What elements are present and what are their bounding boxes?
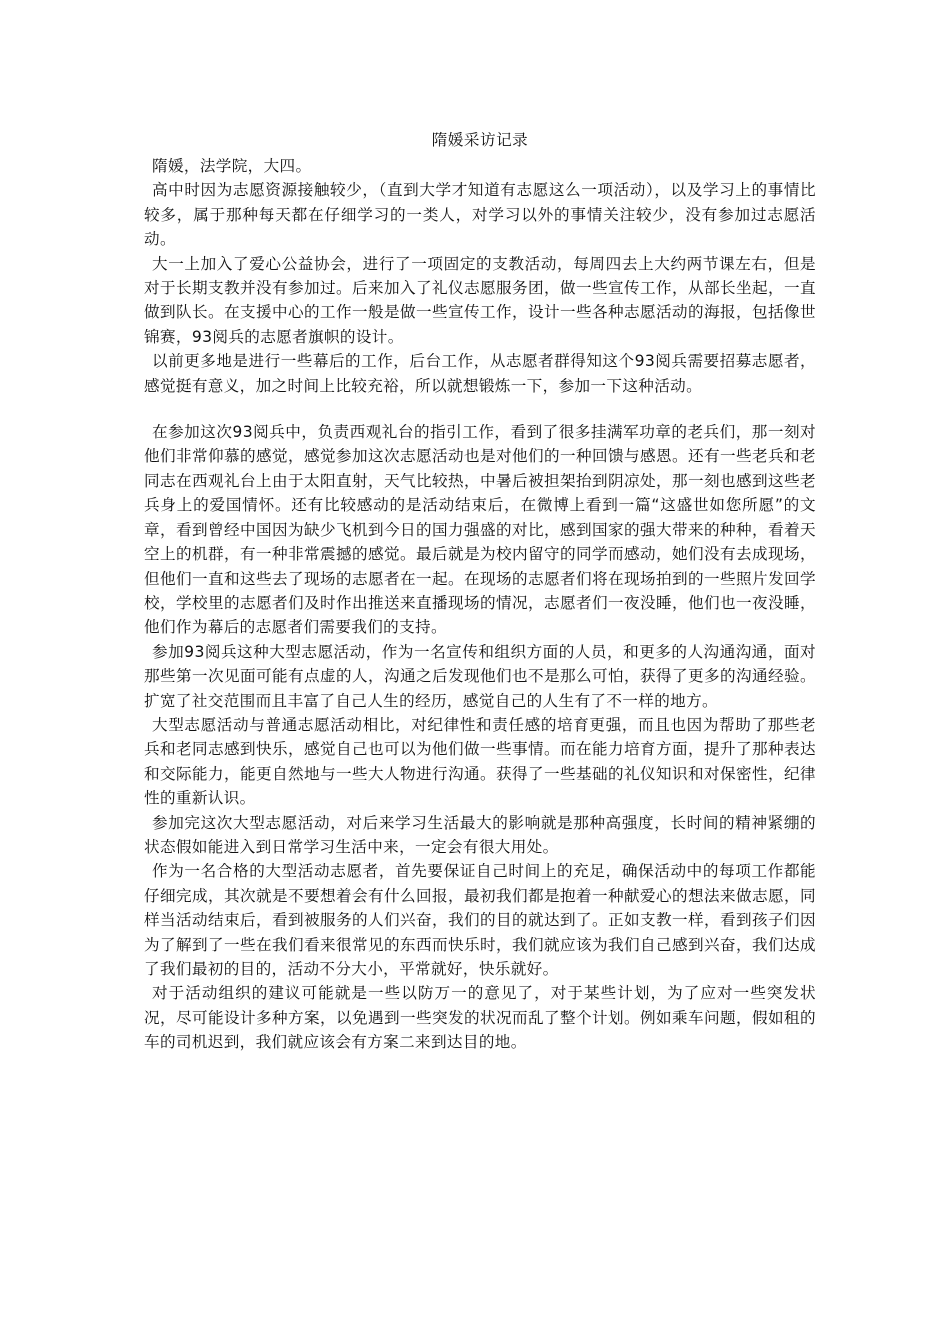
paragraph-comparison: 大型志愿活动与普通志愿活动相比，对纪律性和责任感的培育更强，而且也因为帮助了那些老兵和老同志感到快乐，感觉自己也可以为他们做一些事情。而在能力培育方面，提升了那种表达和交际能力，能更自然地与一些大人物进行沟通。获得了一些基础的礼仪知识和对保密性，纪律性的重新认识。 [144, 715, 816, 808]
document-body [144, 128, 816, 1055]
paragraph-freshman: 大一上加入了爱心公益协会，进行了一项固定的支教活动，每周四去上大约两节课左右，但是对于长期支教并没有参加过。后来加入了礼仪志愿服务团，做一些宣传工作，从部长坐起，一直做到队长。在支援中心的工作一般是做一些宣传工作，设计一些各种志愿活动的海报，包括像世锦赛，93阅兵的志愿者旗帜的设计。 [144, 254, 816, 346]
paragraph-spacer [144, 398, 816, 420]
paragraph-qualified-volunteer: 作为一名合格的大型活动志愿者，首先要保证自己时间上的充足，确保活动中的每项工作都能仔细完成，其次就是不要想着会有什么回报，最初我们都是抱着一种献爱心的想法来做志愿，同样当活动结束后，看到被服务的人们兴奋，我们的目的就达到了。正如支教一样，看到孩子们因为了解到了一些在我们看来很常见的东西而快乐时，我们就应该为我们自己感到兴奋，我们达成了我们最初的目的，活动不分大小，平常就好，快乐就好。 [144, 862, 816, 978]
paragraph-communication: 参加93阅兵这种大型志愿活动，作为一名宣传和组织方面的人员，和更多的人沟通沟通，面对那些第一次见面可能有点虚的人，沟通之后发现他们也不是那么可怕，获得了更多的沟通经验。扩宽了社交范围而且丰富了自己人生的经历，感觉自己的人生有了不一样的地方。 [144, 642, 816, 710]
paragraph-interviewee: 隋媛，法学院，大四。 [152, 157, 312, 175]
paragraph-highschool: 高中时因为志愿资源接触较少，（直到大学才知道有志愿这么一项活动），以及学习上的事情比较多，属于那种每天都在仔细学习的一类人，对学习以外的事情关注较少，没有参加过志愿活动。 [144, 181, 816, 249]
document-title: 隋媛采访记录 [431, 131, 529, 149]
paragraph-motivation: 以前更多地是进行一些幕后的工作，后台工作，从志愿者群得知这个93阅兵需要招募志愿者，感觉挺有意义，加之时间上比较充裕，所以就想锻炼一下，参加一下这种活动。 [144, 352, 816, 395]
paragraph-parade-experience: 在参加这次93阅兵中，负责西观礼台的指引工作，看到了很多挂满军功章的老兵们，那一刻对他们非常仰慕的感觉，感觉参加这次志愿活动也是对他们的一种回馈与感恩。还有一些老兵和老同志在西观礼台上由于太阳直射，天气比较热，中暑后被担架抬到阴凉处，那一刻也感到这些老兵身上的爱国情怀。还有比较感动的是活动结束后，在微博上看到一篇“这盛世如您所愿”的文章，看到曾经中国因为缺少飞机到今日的国力强盛的对比，感到国家的强大带来的种种，看着天空上的机群，有一种非常震撼的感觉。最后就是为校内留守的同学而感动，她们没有去成现场，但他们一直和这些去了现场的志愿者在一起。在现场的志愿者们将在现场拍到的一些照片发回学校，学校里的志愿者们及时作出推送来直播现场的情况，志愿者们一夜没睡，他们也一夜没睡，他们作为幕后的志愿者们需要我们的支持。 [144, 423, 816, 637]
paragraph-suggestions: 对于活动组织的建议可能就是一些以防万一的意见了，对于某些计划，为了应对一些突发状况，尽可能设计多种方案，以免遇到一些突发的状况而乱了整个计划。例如乘车问题，假如租的车的司机迟到，我们就应该会有方案二来到达目的地。 [144, 984, 816, 1052]
paragraph-influence: 参加完这次大型志愿活动，对后来学习生活最大的影响就是那种高强度，长时间的精神紧绷的状态假如能进入到日常学习生活中来，一定会有很大用处。 [144, 813, 816, 856]
